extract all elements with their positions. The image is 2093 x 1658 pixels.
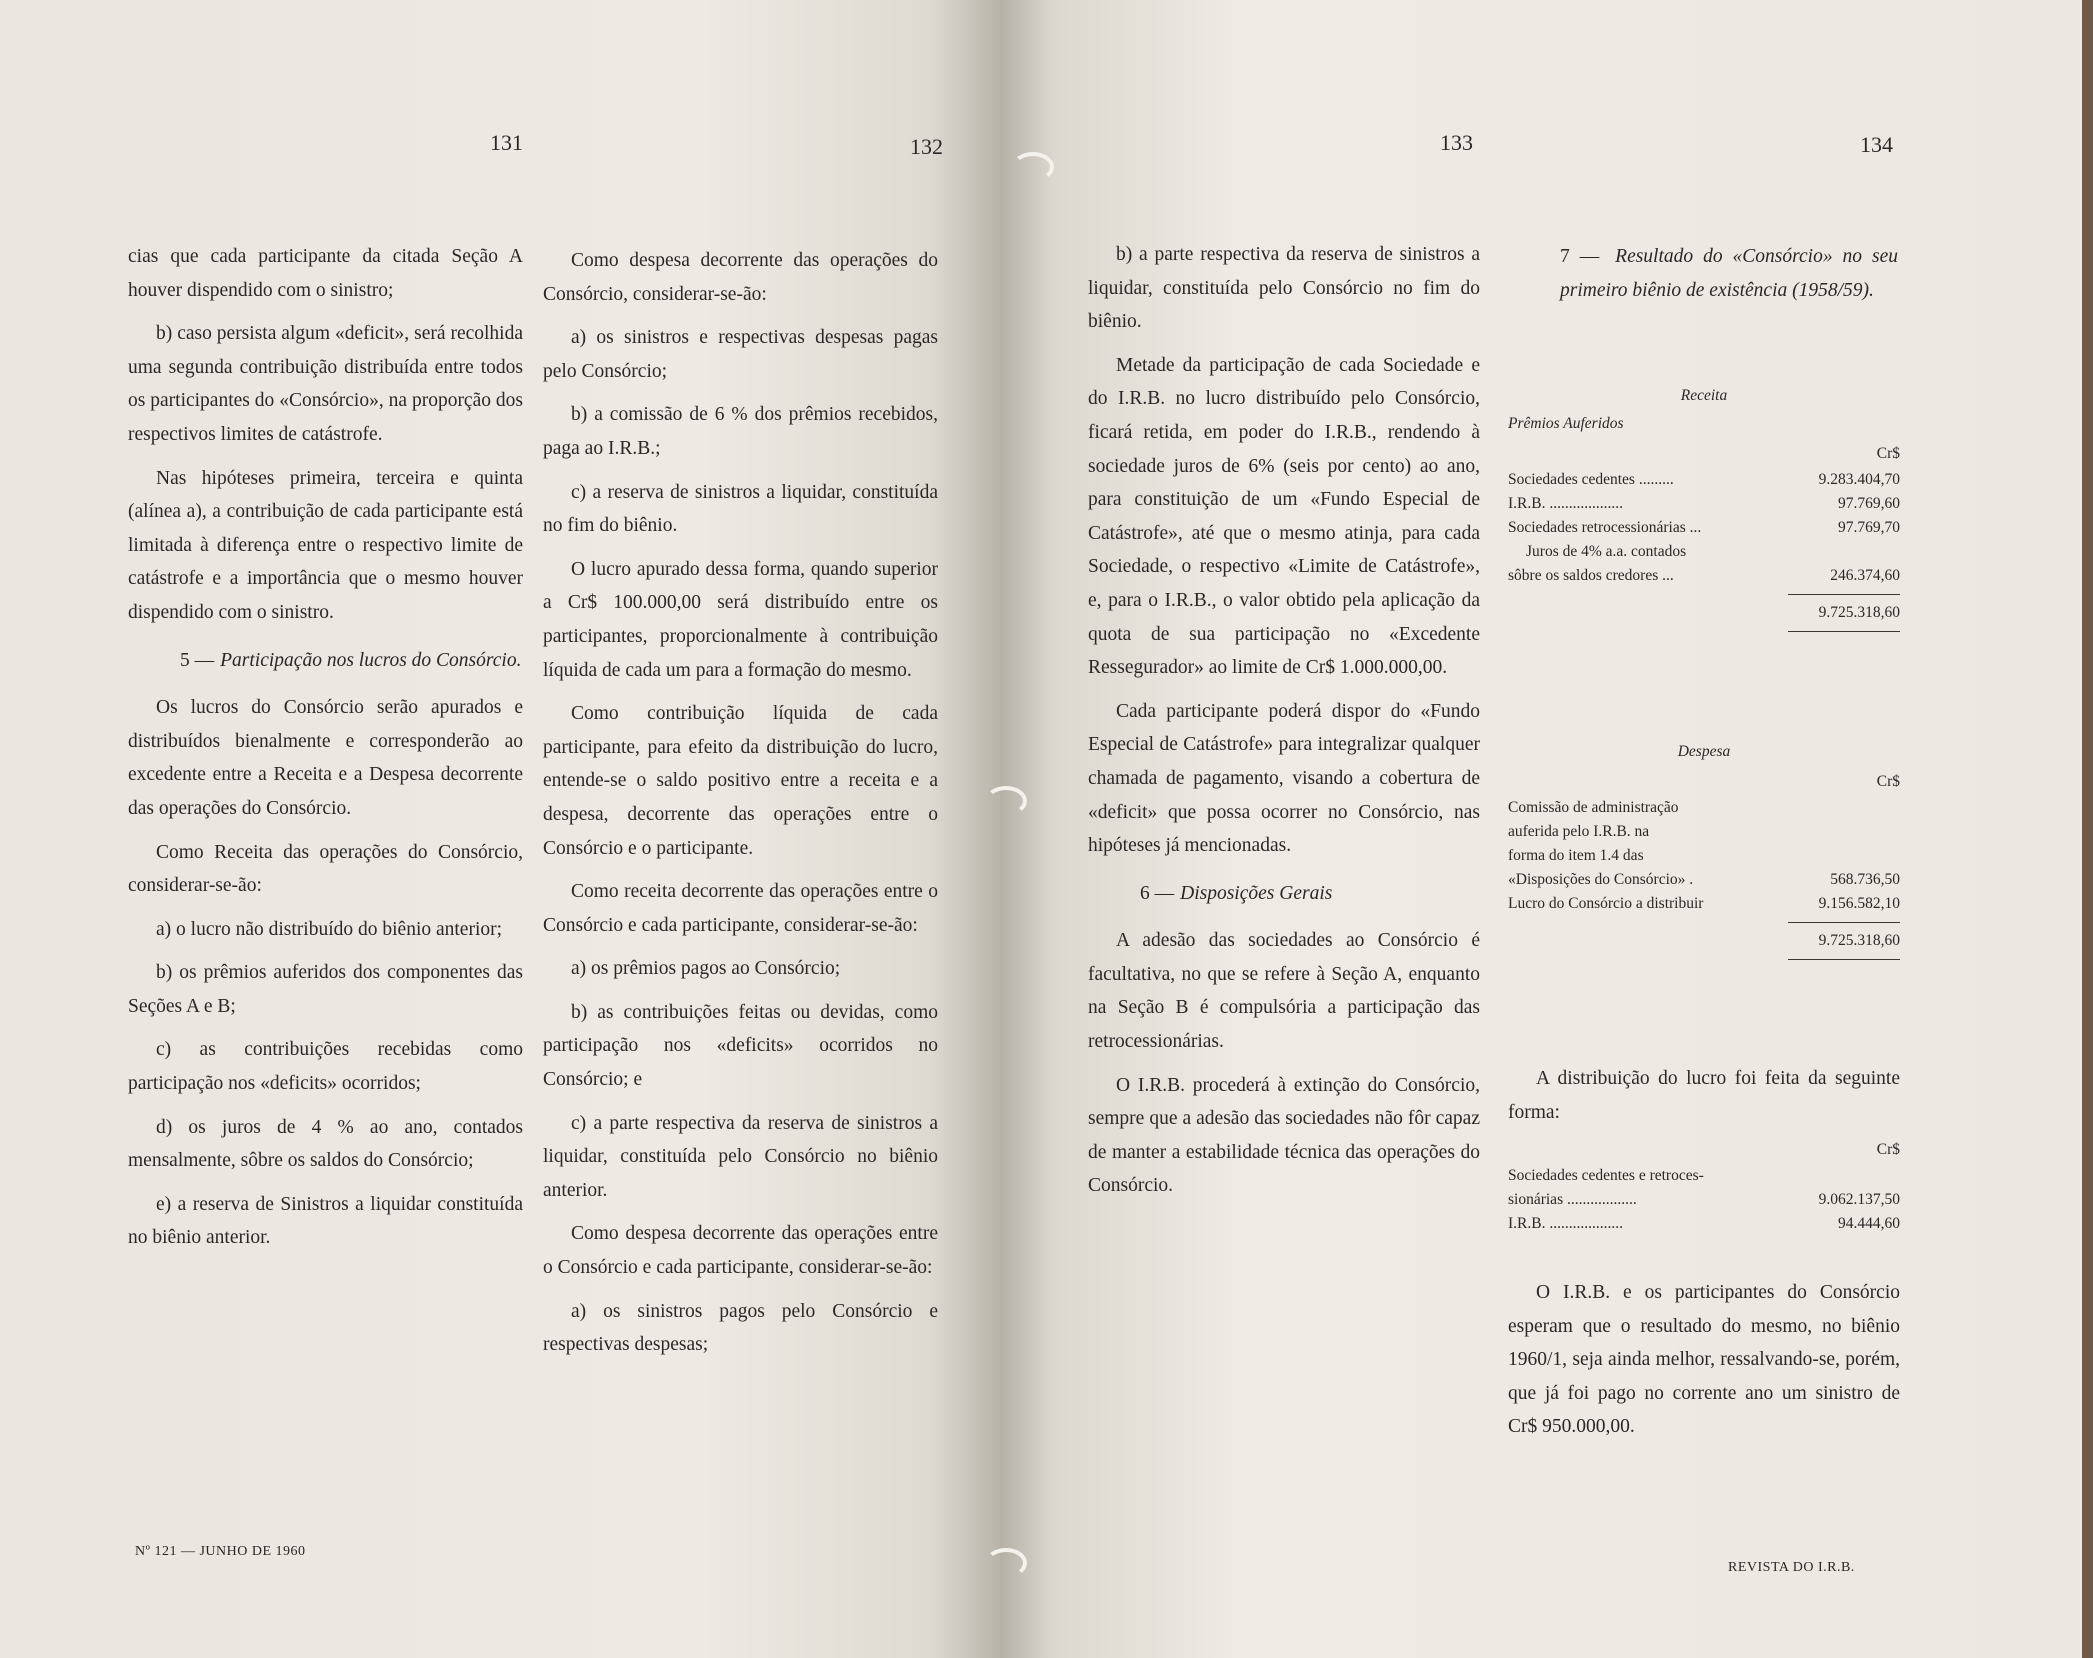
- footer-journal: REVISTA DO I.R.B.: [1728, 1560, 1855, 1575]
- despesa-table: [1508, 736, 1900, 966]
- paragraph: Como despesa decorrente das operações do Consórcio, considerar-se-ão:: [543, 250, 938, 305]
- book-cover-edge: [2082, 0, 2093, 1658]
- table-row: [1508, 1164, 1900, 1188]
- row-value: 9.062.137,50: [1818, 1191, 1900, 1208]
- table-row: [1508, 564, 1900, 588]
- section-title: Participação nos lucros do Consórcio.: [220, 649, 522, 671]
- row-label: I.R.B. ...................: [1508, 1215, 1623, 1232]
- table-row: [1508, 1188, 1900, 1212]
- paragraph: O I.R.B. procederá à extinção do Consórcio, sempre que a adesão das sociedades não fôr capaz de manter a estabilidade técnica das operações do Consórcio.: [1088, 1074, 1480, 1197]
- page-131-column: [128, 240, 523, 1265]
- table-row: [1508, 468, 1900, 492]
- row-label: Sociedades cedentes .........: [1508, 471, 1674, 488]
- table-row: [1508, 796, 1900, 820]
- row-label: sôbre os saldos credores ...: [1508, 567, 1674, 584]
- row-label: Sociedades cedentes e retroces-: [1508, 1167, 1704, 1184]
- list-item: b) a parte respectiva da reserva de sinistros a liquidar, constituída pelo Consórcio no fim do biênio.: [1088, 244, 1480, 333]
- binding-stitch: [985, 786, 1027, 816]
- list-item: a) os sinistros pagos pelo Consórcio e respectivas despesas;: [543, 1300, 938, 1356]
- section-number: 6 —: [1140, 882, 1175, 904]
- section-number: 5 —: [180, 649, 215, 671]
- despesa-total: 9.725.318,60: [1818, 932, 1900, 949]
- paragraph: O lucro apurado dessa forma, quando superior a Cr$ 100.000,00 será distribuído entre os participantes, proporcionalmente à contribuição líquida de cada um para a formação do mesmo.: [543, 558, 938, 681]
- section-heading: [128, 644, 523, 678]
- row-label: auferida pelo I.R.B. na: [1508, 823, 1650, 840]
- list-item: a) os sinistros e respectivas despesas pagas pelo Consórcio;: [543, 327, 938, 382]
- list-item: c) a reserva de sinistros a liquidar, constituída no fim do biênio.: [543, 481, 938, 537]
- page-number-133: 133: [1440, 130, 1473, 155]
- row-value: 97.769,60: [1838, 495, 1900, 512]
- despesa-total-rule: [1788, 959, 1900, 960]
- row-label: Sociedades retrocessionárias ...: [1508, 519, 1702, 536]
- list-item: e) a reserva de Sinistros a liquidar constituída no biênio anterior.: [128, 1193, 523, 1249]
- paragraph: Como despesa decorrente das operações entre o Consórcio e cada participante, considerar-se-ão:: [543, 1223, 938, 1279]
- table-row: [1508, 892, 1900, 916]
- distribution-intro-block: [1508, 1062, 1900, 1139]
- paragraph: Os lucros do Consórcio serão apurados e distribuídos bienalmente e corresponderão ao excedente entre a Receita e a Despesa decorrente das operações do Consórcio.: [128, 697, 523, 819]
- page-number-131: 131: [490, 130, 523, 155]
- row-label: Juros de 4% a.a. contados: [1526, 543, 1687, 560]
- page-134-heading-block: [1508, 240, 1898, 321]
- row-value: 94.444,60: [1838, 1215, 1900, 1232]
- table-row: [1508, 820, 1900, 844]
- page-132-column: [543, 244, 938, 1372]
- despesa-rule: [1788, 922, 1900, 923]
- receita-total: 9.725.318,60: [1818, 604, 1900, 621]
- paragraph: Cada participante poderá dispor do «Fundo Especial de Catástrofe» para integralizar qualquer chamada de pagamento, visando a cobertura de «deficit» que possa ocorrer no Consórcio, nas hipóteses já mencionadas.: [1088, 700, 1480, 857]
- paragraph: A adesão das sociedades ao Consórcio é facultativa, no que se refere à Seção A, enquanto na Seção B é compulsória a participação das retrocessionárias.: [1088, 930, 1480, 1053]
- table-row: [1508, 540, 1900, 564]
- receita-subtitle: Prêmios Auferidos: [1508, 415, 1624, 432]
- section-7-number: 7 —: [1560, 246, 1600, 267]
- page-number-132: 132: [910, 134, 943, 159]
- receita-title: Receita: [1680, 387, 1728, 404]
- closing-block: [1508, 1276, 1900, 1454]
- table-row: [1508, 516, 1900, 540]
- row-label: Lucro do Consórcio a distribuir: [1508, 895, 1704, 912]
- paragraph: cias que cada participante da citada Seção A houver dispendido com o sinistro;: [128, 246, 523, 301]
- receita-table: [1508, 380, 1900, 638]
- list-item: d) os juros de 4 % ao ano, contados mensalmente, sôbre os saldos do Consórcio;: [128, 1116, 523, 1172]
- receita-currency: Cr$: [1876, 445, 1900, 462]
- despesa-currency: Cr$: [1876, 773, 1900, 790]
- paragraph: Metade da participação de cada Sociedade e do I.R.B. no lucro distribuído pelo Consórcio, ficará retida, em poder do I.R.B., rendendo à sociedade juros de 6% (seis por cento) ao ano, para constituição de um «Fundo Especial de Catástrofe», até que o mesmo atinja, para cada Sociedade, o respectivo «Limite de Catástrofe», e, para o I.R.B., o valor obtido pela aplicação da quota de sua participação no «Excedente Ressegurador» ao limite de Cr$ 1.000.000,00.: [1088, 354, 1480, 679]
- distribution-table: [1508, 1132, 1900, 1236]
- footer-issue: Nº 121 — JUNHO DE 1960: [135, 1544, 306, 1559]
- table-row: [1508, 492, 1900, 516]
- row-value: 246.374,60: [1830, 567, 1900, 584]
- row-value: 9.283.404,70: [1818, 471, 1900, 488]
- closing-paragraph: O I.R.B. e os participantes do Consórcio esperam que o resultado do mesmo, no biênio 1960/1, seja ainda melhor, ressalvando-se, porém, que já foi pago no corrente ano um sinistro de Cr$ 950.000,00.: [1508, 1282, 1900, 1438]
- page-number-134: 134: [1860, 132, 1893, 157]
- row-label: I.R.B. ...................: [1508, 495, 1623, 512]
- row-label: «Disposições do Consórcio» .: [1508, 871, 1694, 888]
- paragraph: Como contribuição líquida de cada participante, para efeito da distribuição do lucro, entende-se o saldo positivo entre a receita e a despesa, decorrente das operações entre o Consórcio e o participante.: [543, 703, 938, 859]
- paragraph: Como receita decorrente das operações entre o Consórcio e cada participante, considerar-se-ão:: [543, 881, 938, 936]
- section-title: Disposições Gerais: [1180, 882, 1333, 904]
- section-heading: [1088, 877, 1480, 911]
- table-row: [1508, 844, 1900, 868]
- receita-rule: [1788, 594, 1900, 595]
- row-value: 9.156.582,10: [1818, 895, 1900, 912]
- distribution-currency: Cr$: [1876, 1141, 1900, 1158]
- row-label: Comissão de administração: [1508, 799, 1679, 816]
- table-row: [1508, 868, 1900, 892]
- list-item: a) os prêmios pagos ao Consórcio;: [571, 958, 841, 980]
- binding-stitch: [985, 1548, 1027, 1578]
- list-item: c) a parte respectiva da reserva de sinistros a liquidar, constituída pelo Consórcio no biênio anterior.: [543, 1112, 938, 1201]
- list-item: b) as contribuições feitas ou devidas, como participação nos «deficits» ocorridos no Consórcio; e: [543, 1001, 938, 1091]
- list-item: a) o lucro não distribuído do biênio anterior;: [156, 918, 503, 940]
- row-label: sionárias ..................: [1508, 1191, 1637, 1208]
- paragraph: Nas hipóteses primeira, terceira e quinta (alínea a), a contribuição de cada participante está limitada à diferença entre o respectivo limite de catástrofe e a importância que o mesmo houver dispendido com o sinistro.: [128, 467, 523, 623]
- paragraph: Como Receita das operações do Consórcio, considerar-se-ão:: [128, 841, 523, 897]
- list-item: b) os prêmios auferidos dos componentes das Seções A e B;: [128, 962, 523, 1017]
- table-row: [1508, 1212, 1900, 1236]
- binding-stitch: [1012, 152, 1054, 182]
- list-item: b) caso persista algum «deficit», será recolhida uma segunda contribuição distribuída entre todos os participantes do «Consórcio», na proporção dos respectivos limites de catástrofe.: [128, 323, 523, 445]
- row-value: 97.769,70: [1838, 519, 1900, 536]
- list-item: c) as contribuições recebidas como participação nos «deficits» ocorridos;: [128, 1039, 523, 1095]
- section-7-heading: [1508, 240, 1898, 307]
- distribution-intro: A distribuição do lucro foi feita da seguinte forma:: [1508, 1068, 1900, 1123]
- receita-total-rule: [1788, 631, 1900, 632]
- despesa-title: Despesa: [1677, 743, 1731, 760]
- page-133-column: [1088, 238, 1480, 1213]
- section-7-title: Resultado do «Consórcio» no seu primeiro biênio de existência (1958/59).: [1560, 246, 1898, 301]
- row-label: forma do item 1.4 das: [1508, 847, 1644, 864]
- row-value: 568.736,50: [1830, 871, 1900, 888]
- list-item: b) a comissão de 6 % dos prêmios recebidos, paga ao I.R.B.;: [543, 404, 938, 459]
